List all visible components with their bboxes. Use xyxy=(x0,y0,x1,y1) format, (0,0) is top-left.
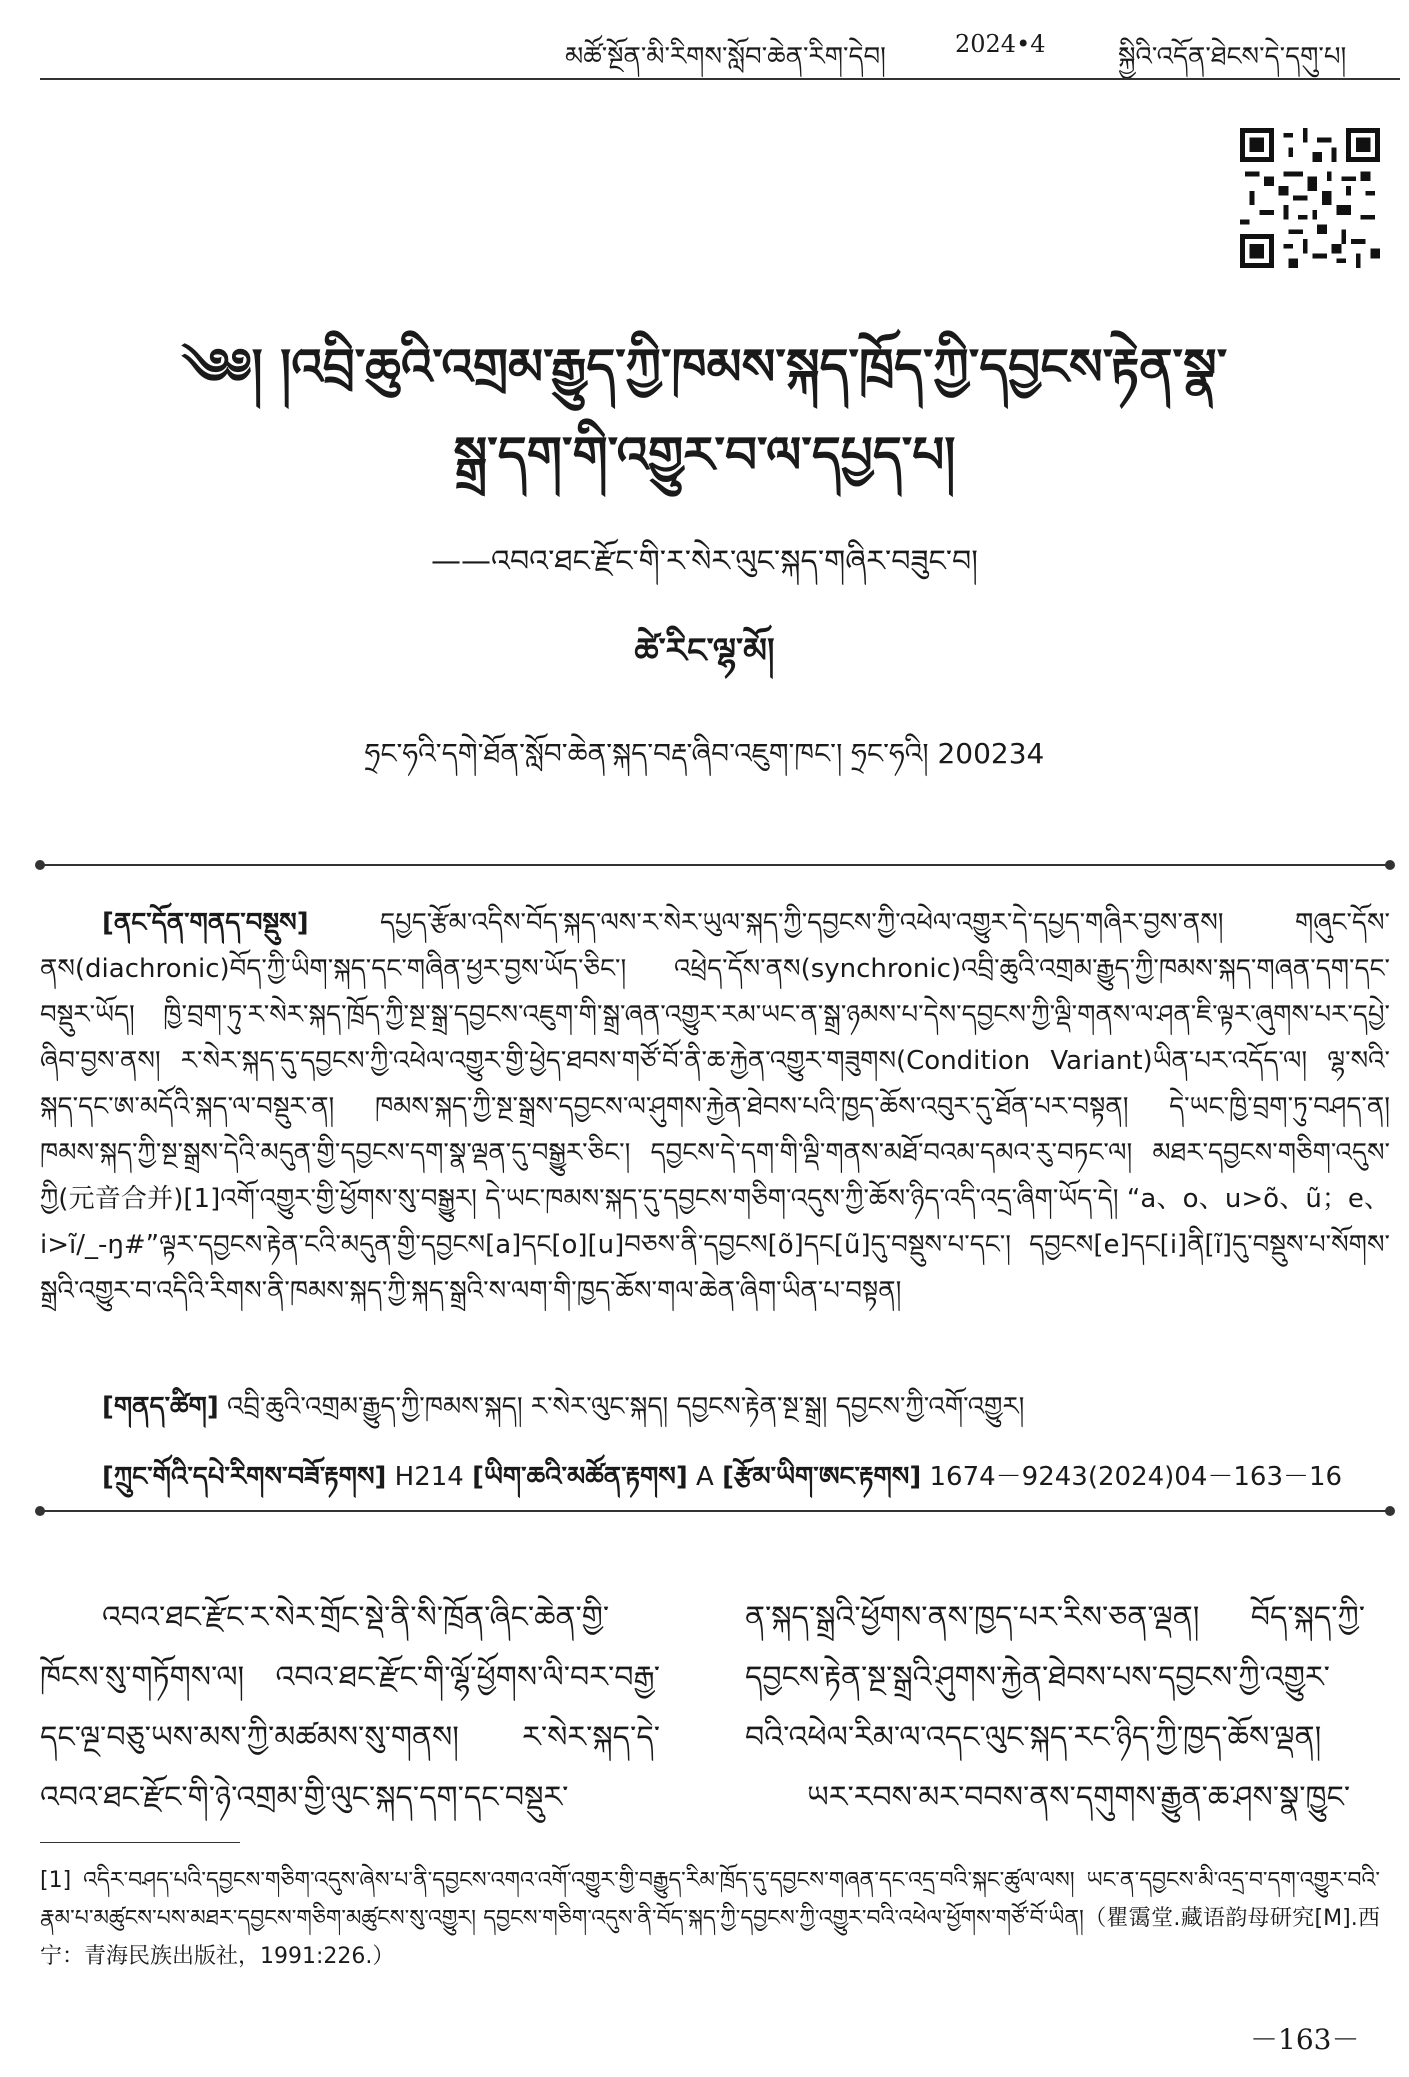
keywords xyxy=(40,1378,1390,1451)
doc-code-value: A xyxy=(696,1462,714,1492)
article-title-line-1: ༄༅། །འབྲི་ཆུའི་འགྲམ་རྒྱུད་ཀྱི་ཁམས་སྐད་ཁྲོད་ཀྱི་དབྱངས་རྟེན་སྣ་ xyxy=(181,338,1228,396)
body-paragraph: འབའ་ཐང་རྫོང་ར་སེར་གྲོང་སྡེ་ནི་སི་ཁྲོན་ཞིང་ཆེན་གྱི་ཁོངས་སུ་གཏོགས་ལ། འབའ་ཐང་རྫོང་གི་ལྷོ་ཕྱོགས་ལི་བར་བརྒྱ་དང་ལྔ་བཅུ་ཡས་མས་ཀྱི་མཚམས་སུ་གནས། ར་སེར་སྐད་དེ་འབའ་ཐང་རྫོང་གི་ཉེ་འགྲམ་གྱི་ལུང་སྐད་དག་དང་བསྡུར་ xyxy=(40,1600,660,1815)
clc-label: [ཀྲུང་གོའི་དཔེ་རིགས་བཟོ་རྟགས] xyxy=(102,1462,387,1492)
article-subtitle: ——འབའ་ཐང་རྫོང་གི་ར་སེར་ལུང་སྐད་གཞིར་བཟུང་བ། xyxy=(431,544,978,579)
abstract-top-rule xyxy=(40,864,1390,866)
abstract-bottom-rule xyxy=(40,1510,1390,1512)
abstract-label: [ནང་དོན་གནད་བསྡུས] xyxy=(102,908,309,938)
journal-title: མཚོ་སྔོན་མི་རིགས་སློབ་ཆེན་རིག་དེབ། xyxy=(565,42,886,72)
body-column-right xyxy=(745,1588,1365,1828)
qr-code xyxy=(1240,128,1380,268)
issue-section: སྐྱིའི་འདོན་ཐེངས་དེ་དགུ་པ། xyxy=(1118,42,1347,72)
keywords-label: [གནད་ཚིག] xyxy=(102,1392,219,1422)
keywords-text: འབྲི་ཆུའི་འགྲམ་རྒྱུད་ཀྱི་ཁམས་སྐད། ར་སེར་ལུང་སྐད། དབྱངས་རྟེན་སྔ་སྒྲ། དབྱངས་ཀྱི་འགོ་འགྱུར། xyxy=(227,1392,1025,1422)
page-number: －163－ xyxy=(1250,2023,1360,2056)
body-column-left xyxy=(40,1588,660,1828)
footnote-rule xyxy=(40,1842,240,1843)
clc-value: H214 xyxy=(394,1462,464,1492)
body-paragraph: ན་སྐད་སྒྲའི་ཕྱོགས་ནས་ཁྱད་པར་རིས་ཅན་ལྡན། བོད་སྐད་ཀྱི་དབྱངས་རྟེན་སྔ་སྒྲའི་ཤུགས་རྐྱེན་ཐེབས་པས་དབྱངས་ཀྱི་འགྱུར་བའི་འཕེལ་རིམ་ལ་འདང་ལུང་སྐད་རང་ཉིད་ཀྱི་ཁྱད་ཆོས་ལྡན། xyxy=(745,1600,1365,1755)
header-rule xyxy=(40,78,1400,80)
article-title-line-2: སྒྲ་དག་གི་འགྱུར་བ་ལ་དཔྱད་པ། xyxy=(453,426,956,484)
footnote: [1] འདིར་བཤད་པའི་དབྱངས་གཅིག་འདུས་ཞེས་པ་ནི་དབྱངས་འགའ་འགོ་འགྱུར་གྱི་བརྒྱུད་རིམ་ཁྲོད་དུ་དབྱངས་གཞན་དང་འདྲ་བའི་སྐང་ཚུལ་ལས། ཡང་ན་དབྱངས་མི་འདྲ་བ་དག་འགྱུར་བའི་རྣམ་པ་མཚུངས་པས་མཐར་དབྱངས་གཅིག་མཚུངས་སུ་འགྱུར། དབྱངས་གཅིག་འདུས་ནི་བོད་སྐད་ཀྱི་དབྱངས་ཀྱི་འགྱུར་བའི་འཕེལ་ཕྱོགས་གཙོ་བོ་ཡིན།（瞿霭堂.藏语韵母研究[M].西宁：青海民族出版社，1991:226.） xyxy=(40,1868,1380,1969)
article-id-value: 1674－9243(2024)04－163－16 xyxy=(929,1462,1343,1492)
abstract-text: དཔྱད་རྩོམ་འདིས་བོད་སྐད་ལས་ར་སེར་ཡུལ་སྐད་ཀྱི་དབྱངས་ཀྱི་འཕེལ་འགྱུར་དེ་དཔྱད་གཞིར་བྱས་ནས། གཞུང་དོས་ནས(diachronic)བོད་ཀྱི་ཡིག་སྐད་དང་གཞིན་ཕྱར་བྱས་ཡོད་ཅིང་། འཕྲེད་དོས་ནས(synchronic)འབྲི་ཆུའི་འགྲམ་རྒྱུད་ཀྱི་ཁམས་སྐད་གཞན་དག་དང་བསྡུར་ཡོད། ཁྱི་བྲག་ཏུ་ར་སེར་སྐད་ཁྲོད་ཀྱི་སྔ་སྒྲ་དབྱངས་འཇུག་གི་སྒྲ་ཞན་འགྱུར་རམ་ཡང་ན་སྒྲ་ཉམས་པ་དེས་དབྱངས་ཀྱི་ལྡི་གནས་ལ་ཤན་ཇི་ལྟར་ཞུགས་པར་དཔྱེ་ཞིབ་བྱས་ནས། ར་སེར་སྐད་དུ་དབྱངས་ཀྱི་འཕེལ་འགྱུར་གྱི་ཕྱེད་ཐབས་གཙོ་བོ་ནི་ཆ་རྐྱེན་འགྱུར་གཟུགས(Condition Variant)ཡིན་པར་འདོད་ལ། ལྷ་སའི་སྐད་དང་ཨ་མདོའི་སྐད་ལ་བསྡུར་ན། ཁམས་སྐད་ཀྱི་སྔ་སྒྲས་དབྱངས་ལ་ཤུགས་རྐྱེན་ཐེབས་པའི་ཁྱད་ཆོས་འབུར་དུ་ཐོན་པར་བསྟན། དེ་ཡང་ཁྱི་བྲག་ཏུ་བཤད་ན། ཁམས་སྐད་ཀྱི་སྔ་སྒྲས་དེའི་མདུན་གྱི་དབྱངས་དག་སྣ་ལྡན་དུ་བསྒྱུར་ཅིང་། དབྱངས་དེ་དག་གི་ལྡི་གནས་མཐོ་བའམ་དམའ་རུ་བཏང་ལ། མཐར་དབྱངས་གཅིག་འདུས་ཀྱི(元音合并)[1]འགོ་འགྱུར་གྱི་ཕྱོགས་སུ་བསྒྱུར། དེ་ཡང་ཁམས་སྐད་དུ་དབྱངས་གཅིག་འདུས་ཀྱི་ཆོས་ཉིད་འདི་འདྲ་ཞིག་ཡོད་དེ། “a、o、u>õ、ũ；e、i>ĩ/_-ŋ#”ལྟར་དབྱངས་རྟེན་ངའི་མདུན་གྱི་དབྱངས[a]དང[o][u]བཅས་ནི་དབྱངས[õ]དང[ũ]དུ་བསྡུས་པ་དང་། དབྱངས[e]དང[i]ནི[ĩ]དུ་བསྡུས་པ་སོགས་སྒྲའི་འགྱུར་བ་འདིའི་རིགས་ནི་ཁམས་སྐད་ཀྱི་སྐད་སྒྲའི་ས་ལག་གི་ཁྱད་ཆོས་གལ་ཆེན་ཞིག་ཡིན་པ་བསྟན། xyxy=(40,908,1390,1306)
author-affiliation: ཧྲང་ཧའི་དགེ་ཐོན་སློབ་ཆེན་སྐད་བརྡ་ཞིབ་འཇུག་ཁང་། ཧྲང་ཧའི། 200234 xyxy=(364,737,1045,770)
author-name: ཚེ་རིང་ལྷ་མོ། xyxy=(634,631,775,671)
article-id-label: [རྩོམ་ཡིག་ཨང་རྟགས] xyxy=(722,1462,922,1492)
body-paragraph: ཡར་རབས་མར་བབས་ནས་དགུགས་རྒྱུན་ཆ་ཤས་སྣ་ཁྱུང་ xyxy=(807,1780,1351,1815)
abstract xyxy=(40,900,1390,1314)
doc-code-label: [ཡིག་ཆའི་མཚོན་རྟགས] xyxy=(472,1462,688,1492)
issue-number: 2024•4 xyxy=(955,30,1046,58)
